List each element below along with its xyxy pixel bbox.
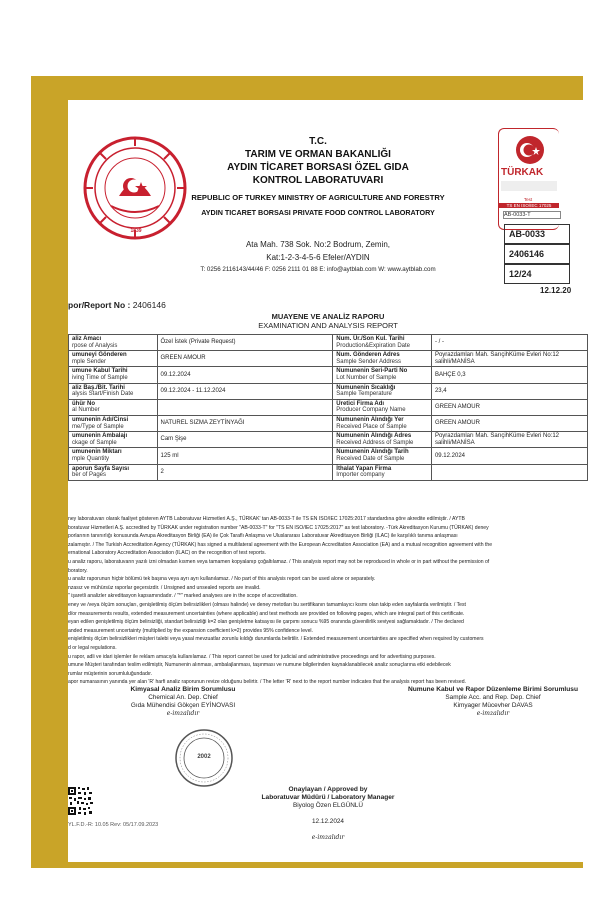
field-label-en: me/Type of Sample: [72, 423, 124, 430]
note-line: anded measurement uncertainty (multiplied by the expansion coefficient k=2) provides 95% confidence level.: [68, 627, 313, 634]
field-label: [333, 464, 432, 480]
left-sign-sub: Chemical An. Dep. Chief: [148, 694, 218, 701]
table-row: [69, 367, 588, 383]
note-line: apor numarasının yanında yer alan 'R' harfi analiz raporunun revize olduğunu belirtir. / The letter 'R' next to the report number indicates that the analysis report has been revised.: [68, 679, 466, 686]
report-title-en: EXAMINATION AND ANALYSIS REPORT: [258, 321, 398, 330]
field-label-tr: umunenin Miktarı: [72, 449, 122, 456]
center-sign-sub: Laboratuvar Müdürü / Laboratory Manager: [261, 794, 395, 801]
field-label-en: rpose of Analysis: [72, 342, 118, 349]
field-label-tr: Num. Gönderen Adres: [336, 352, 400, 359]
field-label-tr: aliz Baş./Bit. Tarihi: [72, 384, 125, 391]
note-line: " işaretli analizler akreditasyon kapsamındadır. / "*" marked analyses are in the scope of accreditation.: [68, 593, 298, 600]
note-line: ney laboratuvarı olarak faaliyet gösteren AYTB Laboratuvar Hizmetleri A.Ş., TÜRKAK' tan AB-0033-T ile TS EN ISO/IEC 17025:2017 standardına göre akredite edilmiştir. / AYTB: [68, 516, 465, 522]
field-value: Poyrazdamları Mah. SarıçihKüme Evleri No:12 salihli/MANİSA: [431, 351, 587, 367]
field-label: [69, 351, 158, 367]
ministry-seal-icon: [81, 134, 189, 242]
field-label: [333, 367, 432, 383]
table-row: [69, 432, 588, 448]
note-line: u analiz raporunun hiçbir bölümü tek başına veya ayrı ayrı kullanılamaz. / No part of this analysis report can be used alone or separately.: [68, 576, 376, 583]
field-value: NATUREL SIZMA ZEYTİNYAĞI: [157, 415, 333, 431]
field-value: [431, 464, 587, 480]
field-label-tr: Numunenin Alındığı Tarih: [336, 449, 409, 456]
stamp-year: 2002: [197, 754, 211, 760]
note-line: umune Müşteri tarafından teslim edilmiştir, Numunenin alınması, ambalajlanması, taşınması ve numune bilgilerinden kaynaklanabilecek analiz sonuçlarına etki edebilecek: [68, 662, 451, 669]
field-value: Cam Şişe: [157, 432, 333, 448]
field-value: 125 ml: [157, 448, 333, 464]
field-label: [69, 383, 158, 399]
note-line: rumlar müşterinin sorumluluğundadır.: [68, 670, 153, 677]
turkak-code: AB-0033-T: [503, 211, 561, 219]
header-en-ministry: REPUBLIC OF TURKEY MINISTRY OF AGRICULTURE AND FORESTRY: [191, 193, 445, 202]
report-title-tr: MUAYENE VE ANALİZ RAPORU: [271, 312, 385, 321]
field-label-tr: İthalat Yapan Firma: [336, 465, 392, 472]
field-value: 09.12.2024 - 11.12.2024: [157, 383, 333, 399]
note-line: nzasız ve mühürsüz raporlar geçersizdir. / Unsigned and unsealed reports are invalid.: [68, 584, 261, 591]
signature-left: [108, 686, 258, 718]
contact-line: T: 0256 2116143/44/46 F: 0256 2111 01 88 E: info@aytblab.com W: www.aytblab.com: [200, 266, 436, 273]
left-sign-title: Kimyasal Analiz Birim Sorumlusu: [130, 686, 236, 693]
note-line: u rapor, adli ve idari işlemler ile reklam amacıyla kullanılamaz. / This report cannot be used for judicial and administrative proceedings and for advertising purposes.: [68, 653, 436, 660]
field-label: [333, 399, 432, 415]
field-label: [333, 415, 432, 431]
report-page: [68, 100, 613, 862]
signature-center: [233, 786, 423, 842]
note-line: porlarının tanınırlığı konusunda Avrupa Akreditasyon Birliği (EA) ile Çok Taraflı Anlaşma ve Uluslararası Laboratuvar Akreditasyon Birliği (ILAC) ile karşılıklı tanıma anlaşması: [68, 533, 458, 540]
field-label: [69, 399, 158, 415]
field-label-en: alysis Start/Finish Date: [72, 391, 134, 398]
field-label: [69, 367, 158, 383]
field-value: Özel İstek (Private Request): [157, 335, 333, 351]
table-row: [69, 399, 588, 415]
notes-block: [68, 515, 608, 687]
field-label-tr: Üretici Firma Adı: [336, 400, 385, 407]
field-value: BAHÇE 0,3: [431, 367, 587, 383]
table-row: [69, 383, 588, 399]
field-label-tr: Numunenin Sıcaklığı: [336, 384, 396, 391]
note-line: boratuvar Hizmetleri A.Ş. accredited by TÜRKAK under registration number "AB-0033-T" for "TS EN ISO/IEC 17025:2017" as test laboratory. -Türk Akreditasyon Kurumu (TÜRKAK) deney: [68, 524, 489, 531]
field-label-en: Received Place of Sample: [336, 423, 407, 430]
side-date-full: 12.12.20: [540, 286, 572, 295]
field-value: GREEN AMOUR: [157, 351, 333, 367]
field-value: Poyrazdamları Mah. SarıçihKüme Evleri No:12 salihli/MANİSA: [431, 432, 587, 448]
turkak-sub-2: TS EN ISO/IEC 17025: [499, 203, 559, 208]
note-line: eney ve /veya ölçüm sonuçları, genişletilmiş ölçüm belirsizlikleri (olması halinde) ve deney metotları bu sertifikanın tamamlayıcı kısmı olan takip eden sayfalarda verilmiştir. / Test: [68, 601, 466, 608]
field-label-en: Production&Expiration Date: [336, 342, 410, 349]
field-label-tr: Num. Ür./Son Kul. Tarihi: [336, 336, 405, 342]
note-line: u analiz raporu, laboratuvarın yazılı izni olmadan kısmen veya tamamen kopyalanıp çoğaltılamaz. / This analysis report may not be reproduced in whole or in part without the permission of: [68, 558, 490, 565]
turkak-name: TÜRKAK: [501, 167, 544, 178]
report-number-line: [68, 300, 166, 310]
field-label: [69, 464, 158, 480]
right-sign-title: Numune Kabul ve Rapor Düzenleme Birimi Sorumlusu: [407, 686, 578, 693]
seal-year: 1839: [130, 228, 142, 234]
field-label: [69, 448, 158, 464]
note-line: eyan edilen genişletilmiş ölçüm belirsizliği, standart belirsizliği k=2 olan genişletme katsayısı ile çarpımı sonucu %95 oranında güvenilirlik seviyesi sağlamaktadır. / The declared: [68, 619, 464, 626]
side-date-short: 12/24: [504, 264, 570, 284]
field-label-tr: umune Kabul Tarihi: [72, 368, 128, 375]
turkak-logo-icon: [498, 128, 559, 230]
field-value: [157, 399, 333, 415]
table-row: [69, 335, 588, 351]
field-label-tr: Numunenin Alındığı Yer: [336, 416, 404, 423]
field-label-tr: Numunenin Seri-Parti No: [336, 368, 408, 375]
header-en-lab: AYDIN TICARET BORSASI PRIVATE FOOD CONTROL LABORATORY: [201, 208, 435, 217]
center-esign: e-imzalıdır: [311, 834, 345, 841]
side-accreditation: AB-0033: [504, 224, 570, 244]
address-line-2: Kat:1-2-3-4-5-6 Efeler/AYDIN: [266, 253, 370, 262]
turkak-sub-1: Test: [523, 197, 533, 202]
signature-right: [393, 686, 593, 718]
note-line: d or legal regulations.: [68, 644, 117, 651]
note-line: boratory.: [68, 567, 88, 574]
field-value: 23,4: [431, 383, 587, 399]
field-label-en: Sample Temperature: [336, 391, 392, 398]
field-value: 09.12.2024: [157, 367, 333, 383]
note-line: enişletilmiş ölçüm belirsizlikleri müşteri talebi veya yasal mevzuatlar zorunlu kıldığı durumlarda belirtilir. / Extended measurement uncertainties are specified when required by customers: [68, 636, 484, 643]
report-no-label: por/Report No :: [68, 300, 131, 310]
field-label: [69, 335, 158, 351]
right-esign: e-imzalıdır: [476, 710, 510, 717]
field-label-en: mple Sender: [72, 358, 107, 365]
header-ministry: TARIM VE ORMAN BAKANLIĞI: [245, 149, 391, 160]
sample-info-table: [68, 334, 588, 481]
field-value: GREEN AMOUR: [431, 415, 587, 431]
field-value: - / -: [431, 335, 587, 351]
field-label-tr: aliz Amacı: [72, 336, 102, 342]
field-label-tr: umunenin Ambalajı: [72, 433, 128, 440]
field-label-tr: ühür No: [72, 400, 95, 407]
left-sign-name: Gıda Mühendisi Gökçen EYİNOVASI: [130, 702, 236, 709]
field-label-tr: aporun Sayfa Sayısı: [72, 465, 130, 472]
field-label: [333, 448, 432, 464]
field-label-en: Sample Sender Address: [336, 358, 401, 365]
field-label: [69, 432, 158, 448]
address-line-1: Ata Mah. 738 Sok. No:2 Bodrum, Zemin,: [245, 240, 391, 249]
field-value: GREEN AMOUR: [431, 399, 587, 415]
right-sign-sub: Sample Acc. and Rep. Dep. Chief: [445, 694, 541, 701]
field-label-en: ber of Pages: [72, 472, 107, 479]
field-label-tr: umuneyi Gönderen: [72, 352, 127, 359]
table-row: [69, 351, 588, 367]
field-label: [69, 415, 158, 431]
field-label-en: Importer company: [336, 472, 385, 479]
field-label: [333, 432, 432, 448]
field-label: [333, 335, 432, 351]
center-sign-date: 12.12.2024: [312, 818, 344, 825]
form-code: YL.F.D.-R: 10.05 Rev: 05/17.09.2023: [68, 822, 159, 828]
left-esign: e-imzalıdır: [166, 710, 200, 717]
note-line: zalamıştır. / The Turkish Accreditation Agency (TÜRKAK) has signed a multilateral agreement with the European Accreditation Association (EA) and a mutual recognition agreement with the: [68, 541, 493, 548]
table-row: [69, 464, 588, 480]
field-value: 2: [157, 464, 333, 480]
field-value: 09.12.2024: [431, 448, 587, 464]
field-label: [333, 351, 432, 367]
note-line: ernational Laboratory Accreditation Association (ILAC) on the recognition of test reports.: [68, 550, 266, 557]
table-row: [69, 415, 588, 431]
field-label-en: Lot Number of Sample: [336, 374, 397, 381]
field-label-en: Producer Company Name: [336, 407, 406, 414]
field-label-tr: Numunenin Alındığı Adres: [336, 433, 412, 440]
report-no-value: 2406146: [132, 300, 166, 310]
field-label-tr: umunenin Adı/Cinsi: [72, 416, 129, 423]
field-label-en: ckage of Sample: [72, 439, 117, 446]
field-label-en: mple Quantity: [72, 455, 110, 462]
field-label-en: Received Address of Sample: [336, 439, 414, 446]
header-lab: KONTROL LABORATUVARI: [252, 175, 384, 186]
note-line: d/or measurements results, extended measurement uncertainties (where applicable) and test methods are provided on following pages, which are integral part of this certificate.: [68, 610, 465, 617]
header-borsa: AYDIN TİCARET BORSASI ÖZEL GIDA: [227, 162, 409, 173]
field-label-en: Received Date of Sample: [336, 455, 405, 462]
table-row: [69, 448, 588, 464]
qr-code-icon: [68, 786, 94, 816]
field-label: [333, 383, 432, 399]
center-sign-name: Biyolog Özen ELGÜNLÜ: [293, 802, 363, 809]
header-tc: T.C.: [309, 136, 327, 147]
field-label-en: iving Time of Sample: [72, 374, 128, 381]
field-label-en: al Number: [72, 407, 100, 414]
right-sign-name: Kimyager Mücevher DAVAS: [453, 702, 533, 709]
side-report-no: 2406146: [504, 244, 570, 264]
center-sign-title: Onaylayan / Approved by: [288, 786, 368, 793]
